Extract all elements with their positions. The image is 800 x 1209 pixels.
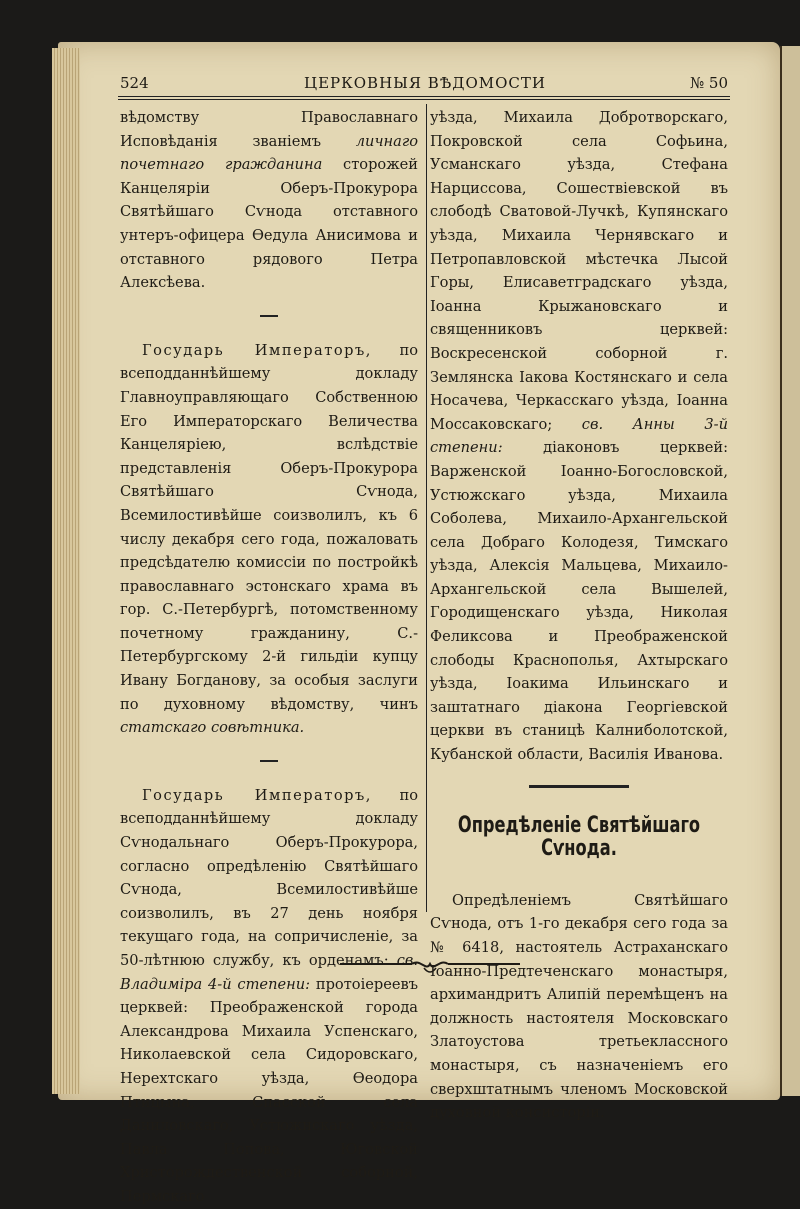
emperor-title: Государь Императоръ [142, 786, 366, 804]
paragraph-synod-decision: Опредѣленіемъ Святѣйшаго Сѵнода, отъ 1-го декабря сего года за № 6418, настоятель Астраханскаго Іоанно-Предтеченскаго монастыря, архимандритъ Алипій перемѣщенъ на должность настоятеля Московскаго Златоустова третьеклассного монастыря, съ назначеніемъ его сверхштатнымъ членомъ Московской духовной консисторіи. [430, 891, 728, 1122]
section-separator [529, 785, 629, 788]
issue-number: № 50 [689, 74, 728, 92]
section-dash [260, 315, 278, 317]
text-run: уѣзда, Михаила Добротворскаго, Покровской села Софьина, Усманскаго уѣзда, Стефана Нарциссова, Сошествіевской въ слободѣ Сватовой-Лучкѣ, Купянскаго уѣзда, Михаила Чернявскаго и Петропавловской мѣстечка Лысой Горы, Елисаветградскаго уѣзда, Іоанна Крыжановскаго и священниковъ церквей: Воскресенской соборной г. Землянска Іакова Костянскаго и села Носачева, Черкасскаго уѣзда, Іоанна Моссаковскаго; [430, 109, 728, 433]
left-column [120, 106, 418, 1209]
paragraph-orders-continued [430, 106, 728, 767]
text-run: сторожей Канцеляріи Оберъ-Прокурора Святѣйшаго Сѵнода отставного унтеръ-офицера Ѳедула Анисимова и отставного рядового Петра Алексѣева. [120, 156, 419, 292]
italic-order: св. Анны 3-й степени: [430, 415, 728, 457]
page-stack-edge [52, 48, 80, 1094]
page-number: 524 [120, 74, 149, 92]
italic-rank: статскаго совѣтника. [120, 719, 305, 737]
text-run: діаконовъ церквей: Варженской Іоанно-Богословской, Устюжскаго уѣзда, Михаила Соболева, Михаило-Архангельской села Добраго Колодезя, Тимскаго уѣзда, Алексія Мальцева, Михаило-Архангельской села Вышелей, Городищенскаго уѣзда, Николая Феликсова и Преображенской слободы Краснополья, Ахтырскаго уѣзда, Іоакима Ильинскаго и заштатнаго діакона Георгіевской церкви въ станицѣ Калниболотской, Кубанской области, Василія Иванова. [430, 439, 728, 764]
text-run: вѣдомству Православнаго Исповѣданія званіемъ [120, 109, 418, 150]
journal-title: ЦЕРКОВНЫЯ ВѢДОМОСТИ [304, 74, 546, 92]
end-ornament [340, 956, 520, 976]
emperor-title: Государь Императоръ [142, 341, 366, 359]
paragraph-bogdanov-award [120, 339, 418, 740]
adjacent-page-edge [780, 46, 800, 1096]
column-divider [426, 104, 427, 912]
text-run: , по всеподданнѣйшему докладу Сѵнодальнаго Оберъ-Прокурора, согласно опредѣленію Святѣйшаго Сѵнода, Всемилостивѣйше соизволилъ, въ 27 день ноября текущаго года, на сопричисленіе, за 50-лѣтнюю службу, къ орденамъ: [120, 786, 418, 969]
header-rule [118, 96, 730, 100]
italic-order: св. Владиміра 4-й степени: [120, 952, 418, 993]
italic-rank: личнаго почетнаго гражданина [120, 132, 418, 174]
paragraph-orders [120, 784, 418, 1209]
text-run: , по всеподданнѣйшему докладу Главноуправляющаго Собственною Его Императорскаго Величества Канцеляріею, вслѣдствіе представленія Оберъ-Прокурора Святѣйшаго Сѵнода, Всемилостивѣйше соизволилъ, къ 6 числу декабря сего года, пожаловать предсѣдателю комиссіи по постройкѣ православнаго эстонскаго храма въ гор. С.-Петербургѣ, потомственному почетному гражданину, С.-Петербургскому 2-й гильдіи купцу Ивану Богданову, за особыя заслуги по духовному вѣдомству, чинъ [120, 341, 418, 713]
paragraph-guard-promotion [120, 106, 418, 295]
section-dash [260, 760, 278, 762]
text-run: протоіереевъ церквей: Преображенской города Александрова Михаила Успенскаго, Николаевской села Сидоровскаго, Нерехтскаго уѣзда, Ѳеодора Птицына, Спасской села Даниловскаго, Устюжнскаго уѣзда, Павла Попова, Юговской Христорождественской соборной, Пермскаго [120, 975, 418, 1205]
section-heading: Опредѣленіе Святѣйшаго Сѵнода. [457, 812, 701, 862]
running-header [120, 74, 730, 96]
